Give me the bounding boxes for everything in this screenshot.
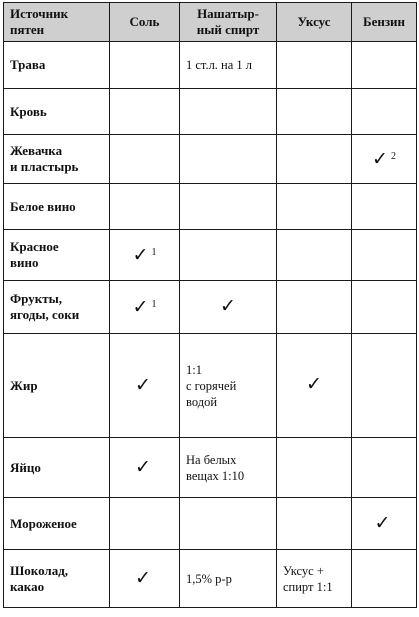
cell-gasoline [352, 281, 417, 334]
table-row [4, 281, 417, 334]
row-label: Жевачка и пластырь [4, 135, 110, 184]
row-label: Кровь [4, 89, 110, 135]
table-row [4, 230, 417, 281]
row-label: Жир [4, 334, 110, 438]
footnote-marker: 1 [151, 247, 157, 259]
cell-salt [110, 230, 180, 281]
cell-ammonia [180, 498, 277, 550]
table-row [4, 438, 417, 498]
cell-gasoline [352, 42, 417, 89]
cell-salt [110, 550, 180, 608]
row-label: Шоколад, какао [4, 550, 110, 608]
cell-gasoline [352, 135, 417, 184]
row-label: Фрукты, ягоды, соки [4, 281, 110, 334]
cell-salt [110, 498, 180, 550]
cell-vinegar [277, 184, 352, 230]
row-label: Красное вино [4, 230, 110, 281]
cell-gasoline [352, 550, 417, 608]
cell-vinegar [277, 230, 352, 281]
table-row [4, 184, 417, 230]
check-mark-icon: ✓ [135, 568, 151, 590]
cell-salt [110, 89, 180, 135]
row-label: Белое вино [4, 184, 110, 230]
table-row [4, 550, 417, 608]
cell-gasoline [352, 498, 417, 550]
table-row [4, 42, 417, 89]
cell-vinegar [277, 334, 352, 438]
cell-gasoline [352, 89, 417, 135]
check-mark-icon: ✓ [220, 295, 236, 317]
table-row [4, 135, 417, 184]
cell-salt [110, 438, 180, 498]
header-vinegar: Уксус [277, 3, 352, 42]
row-label: Мороженое [4, 498, 110, 550]
cell-gasoline [352, 230, 417, 281]
cell-ammonia: На белых вещах 1:10 [180, 438, 277, 498]
header-salt: Соль [110, 3, 180, 42]
cell-vinegar [277, 281, 352, 334]
check-mark-icon: ✓ [372, 148, 388, 170]
cell-vinegar [277, 89, 352, 135]
row-label: Яйцо [4, 438, 110, 498]
cell-salt [110, 42, 180, 89]
check-mark-icon: ✓ [306, 374, 322, 395]
cell-ammonia [180, 230, 277, 281]
footnote-marker: 2 [390, 151, 396, 163]
cell-ammonia: 1,5% р-р [180, 550, 277, 608]
check-mark-icon: ✓ [135, 375, 151, 397]
cell-ammonia [180, 135, 277, 184]
stain-removal-table [3, 2, 417, 608]
table-row [4, 89, 417, 135]
cell-ammonia [180, 184, 277, 230]
cell-gasoline [352, 438, 417, 498]
cell-vinegar [277, 498, 352, 550]
table-header [4, 3, 417, 42]
check-mark-icon: ✓ [374, 513, 391, 535]
table-row [4, 334, 417, 438]
check-mark-icon: ✓ [132, 296, 149, 318]
cell-vinegar [277, 135, 352, 184]
cell-vinegar [277, 438, 352, 498]
header-ammonia: Нашатыр- ный спирт [180, 3, 277, 42]
cell-salt [110, 281, 180, 334]
cell-ammonia [180, 89, 277, 135]
row-label: Трава [4, 42, 110, 89]
cell-ammonia [180, 281, 277, 334]
cell-vinegar [277, 42, 352, 89]
footnote-marker: 1 [151, 299, 157, 311]
header-stain-source: Источник пятен [4, 3, 110, 42]
check-mark-icon: ✓ [135, 457, 151, 479]
cell-vinegar: Уксус + спирт 1:1 [277, 550, 352, 608]
table-row [4, 498, 417, 550]
header-row [4, 3, 417, 42]
check-mark-icon: ✓ [132, 244, 149, 266]
cell-salt [110, 334, 180, 438]
cell-gasoline [352, 184, 417, 230]
table-body [4, 42, 417, 608]
cell-ammonia: 1:1 с горячей водой [180, 334, 277, 438]
cell-salt [110, 135, 180, 184]
header-gasoline: Бензин [352, 3, 417, 42]
cell-salt [110, 184, 180, 230]
cell-gasoline [352, 334, 417, 438]
cell-ammonia: 1 ст.л. на 1 л [180, 42, 277, 89]
